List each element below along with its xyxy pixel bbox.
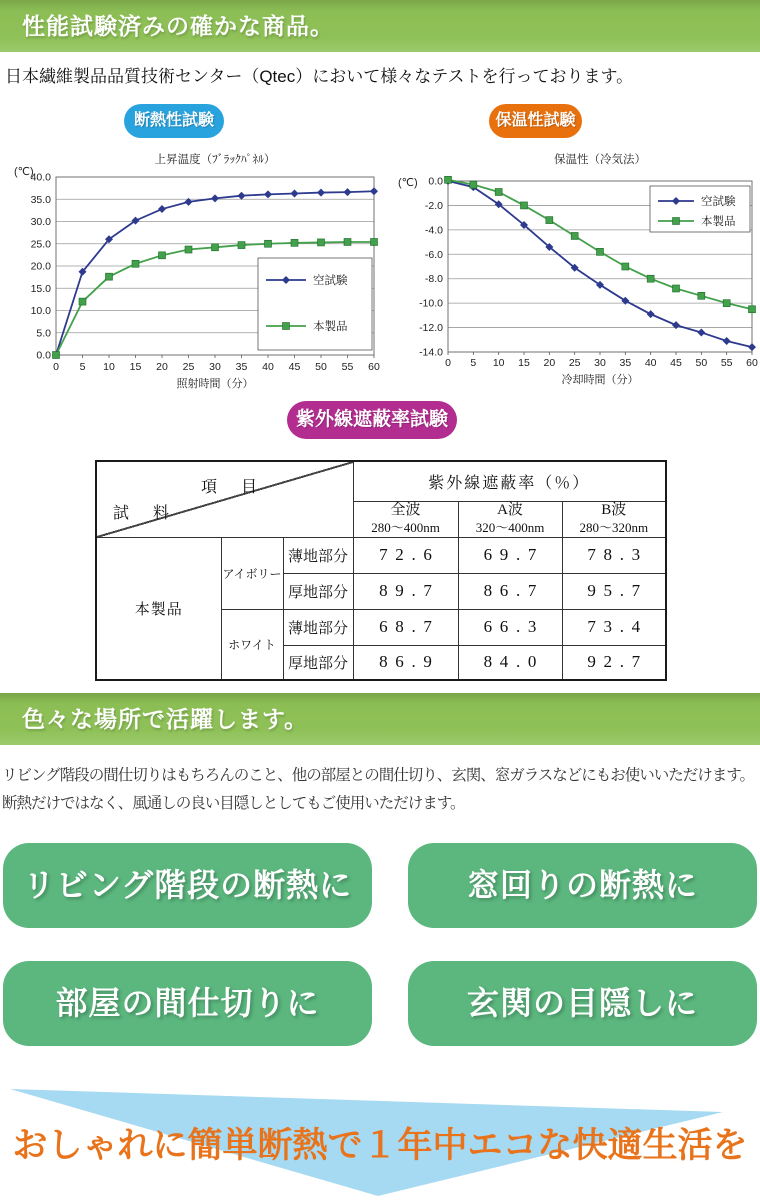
usage-line-1: リビング階段の間仕切りはもちろんのこと、他の部屋との間仕切り、玄関、窓ガラスなどにもお使いいただけます。: [2, 767, 754, 784]
svg-text:5: 5: [79, 361, 86, 373]
svg-text:0.0: 0.0: [428, 175, 443, 188]
svg-text:35: 35: [619, 357, 632, 369]
svg-text:15: 15: [129, 361, 142, 373]
value-cell: 69.7: [458, 537, 562, 573]
svg-text:40: 40: [262, 361, 274, 373]
part-name-cell: 薄地部分: [283, 609, 353, 645]
svg-text:-14.0: -14.0: [419, 346, 443, 359]
value-cell: 86.7: [458, 573, 562, 609]
part-name-cell: 薄地部分: [283, 537, 353, 573]
svg-text:30: 30: [209, 361, 221, 373]
sample-name-cell: 本製品: [96, 537, 221, 680]
insulation-test-badge: 断熱性試験: [124, 104, 224, 138]
svg-text:60: 60: [746, 357, 758, 369]
wave-name: B波: [601, 501, 627, 518]
uv-test-badge: 紫外線遮蔽率試験: [287, 401, 457, 439]
svg-text:10.0: 10.0: [30, 305, 51, 317]
color-name-cell: アイボリー: [221, 537, 283, 609]
value-cell: 78.3: [562, 537, 666, 573]
usage-banner-title: 色々な場所で活躍します。: [22, 706, 309, 732]
svg-text:5: 5: [470, 357, 477, 369]
color-name-cell: ホワイト: [221, 609, 283, 680]
svg-text:本製品: 本製品: [313, 321, 348, 333]
svg-text:-10.0: -10.0: [419, 297, 443, 310]
use-case-living-stairs: リビング階段の断熱に: [3, 843, 372, 928]
svg-text:20: 20: [156, 361, 168, 373]
svg-text:-2.0: -2.0: [424, 199, 443, 212]
svg-text:15: 15: [518, 357, 530, 369]
usage-line-2: 断熱だけではなく、風通しの良い目隠しとしてもご使用いただけます。: [2, 795, 465, 812]
part-name-cell: 厚地部分: [283, 645, 353, 680]
svg-text:(℃): (℃): [14, 166, 34, 178]
svg-text:45: 45: [670, 357, 682, 369]
svg-text:40: 40: [644, 357, 657, 369]
svg-text:10: 10: [103, 361, 115, 373]
svg-text:25: 25: [568, 357, 581, 369]
svg-text:50: 50: [695, 357, 708, 369]
wave-name: 全波: [390, 501, 421, 518]
wave-name: A波: [497, 501, 523, 518]
svg-text:0: 0: [445, 357, 451, 369]
value-cell: 66.3: [458, 609, 562, 645]
wave-range: 280～400nm: [371, 519, 440, 535]
uv-rate-group-header: 紫外線遮蔽率（％）: [353, 461, 666, 501]
svg-text:空試験: 空試験: [313, 275, 348, 287]
value-cell: 86.9: [353, 645, 458, 680]
svg-text:35.0: 35.0: [30, 193, 51, 206]
wave-header-b: [562, 501, 666, 537]
intro-text: 日本繊維製品品質技術センター（Qtec）において様々なテストを行っております。: [5, 67, 634, 86]
footer-catchphrase: おしゃれに簡単断熱で１年中エコな快適生活を: [12, 1126, 748, 1165]
svg-text:35: 35: [235, 361, 248, 373]
value-cell: 68.7: [353, 609, 458, 645]
svg-text:0.0: 0.0: [36, 349, 51, 362]
svg-text:0: 0: [53, 361, 59, 373]
svg-text:45: 45: [288, 361, 301, 373]
svg-text:照射時間（分）: 照射時間（分）: [176, 378, 254, 390]
use-case-room-divider: 部屋の間仕切りに: [3, 961, 372, 1046]
header-banner: [0, 0, 760, 52]
heat-retention-test-badge: 保温性試験: [489, 104, 582, 138]
wave-range: 320～400nm: [475, 519, 545, 535]
value-cell: 95.7: [562, 573, 666, 609]
svg-text:30: 30: [594, 357, 606, 369]
heat-retention-chart: [390, 150, 760, 396]
svg-text:20: 20: [543, 357, 556, 369]
value-cell: 89.7: [353, 573, 458, 609]
value-cell: 92.7: [562, 645, 666, 680]
svg-text:-4.0: -4.0: [424, 224, 443, 237]
value-cell: 73.4: [562, 609, 666, 645]
svg-text:20.0: 20.0: [30, 260, 51, 273]
svg-text:30.0: 30.0: [30, 216, 51, 228]
corner-cell: [96, 461, 353, 537]
svg-text:10: 10: [492, 357, 505, 369]
part-name-cell: 厚地部分: [283, 573, 353, 609]
svg-text:55: 55: [720, 357, 733, 369]
svg-text:60: 60: [368, 361, 380, 373]
value-cell: 72.6: [353, 537, 458, 573]
svg-text:40.0: 40.0: [30, 171, 51, 184]
value-cell: 84.0: [458, 645, 562, 680]
wave-header-a: [458, 501, 562, 537]
temperature-rise-chart: [8, 146, 388, 396]
svg-text:(℃): (℃): [398, 177, 418, 189]
svg-text:空試験: 空試験: [701, 196, 736, 208]
uv-shielding-table: [95, 460, 667, 681]
svg-text:25: 25: [182, 361, 195, 373]
svg-text:-6.0: -6.0: [424, 248, 443, 261]
item-header-label: 項 目: [201, 479, 262, 496]
svg-text:-8.0: -8.0: [424, 273, 443, 286]
svg-text:55: 55: [341, 361, 354, 373]
svg-text:15.0: 15.0: [30, 282, 51, 295]
usage-description: [2, 762, 754, 818]
svg-text:冷却時間（分）: 冷却時間（分）: [561, 374, 639, 386]
svg-text:-12.0: -12.0: [419, 322, 443, 335]
svg-text:上昇温度（ﾌﾞﾗｯｸﾊﾟﾈﾙ）: 上昇温度（ﾌﾞﾗｯｸﾊﾟﾈﾙ）: [154, 154, 276, 166]
use-case-entrance: 玄関の目隠しに: [408, 961, 757, 1046]
svg-text:50: 50: [315, 361, 327, 373]
wave-range: 280～320nm: [579, 519, 649, 535]
svg-text:25.0: 25.0: [30, 238, 51, 251]
header-banner-title: 性能試験済みの確かな商品。: [22, 13, 334, 39]
svg-text:保温性（冷気法）: 保温性（冷気法）: [554, 154, 646, 166]
wave-header-full: [353, 501, 458, 537]
sample-header-label: 試 料: [113, 505, 174, 522]
usage-banner: [0, 693, 760, 745]
use-case-window: 窓回りの断熱に: [408, 843, 757, 928]
svg-text:本製品: 本製品: [701, 216, 736, 228]
svg-text:5.0: 5.0: [36, 327, 51, 340]
